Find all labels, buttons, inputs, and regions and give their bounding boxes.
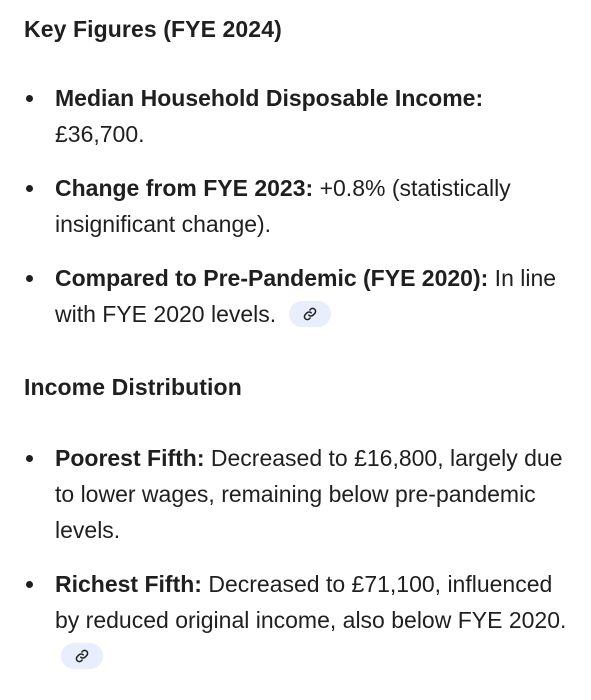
list-item <box>24 440 573 548</box>
list-item <box>24 170 573 242</box>
item-text: Decreased to £16,800, largely due to lower wages, remaining below pre-pandemic levels. <box>55 445 563 543</box>
item-text: +0.8% (statistically insignificant change). <box>55 175 511 237</box>
income-distribution-list <box>24 440 573 674</box>
key-figures-list <box>24 80 573 332</box>
list-item <box>24 80 573 152</box>
item-text: Decreased to £71,100, influenced by reduced original income, also below FYE 2020. <box>55 571 567 633</box>
list-item <box>24 566 573 674</box>
item-text: In line with FYE 2020 levels. <box>55 265 557 327</box>
source-link-button[interactable] <box>289 301 331 327</box>
item-label: Median Household Disposable Income: <box>55 85 484 111</box>
link-icon <box>303 307 317 321</box>
item-label: Poorest Fifth: <box>55 445 205 471</box>
source-link-button[interactable] <box>61 643 103 669</box>
item-label: Richest Fifth: <box>55 571 202 597</box>
link-icon <box>75 649 89 663</box>
item-label: Compared to Pre-Pandemic (FYE 2020): <box>55 265 489 291</box>
income-distribution-heading: Income Distribution <box>24 374 242 400</box>
item-text: £36,700. <box>55 121 145 147</box>
item-label: Change from FYE 2023: <box>55 175 314 201</box>
list-item <box>24 260 573 332</box>
key-figures-heading: Key Figures (FYE 2024) <box>24 16 282 42</box>
